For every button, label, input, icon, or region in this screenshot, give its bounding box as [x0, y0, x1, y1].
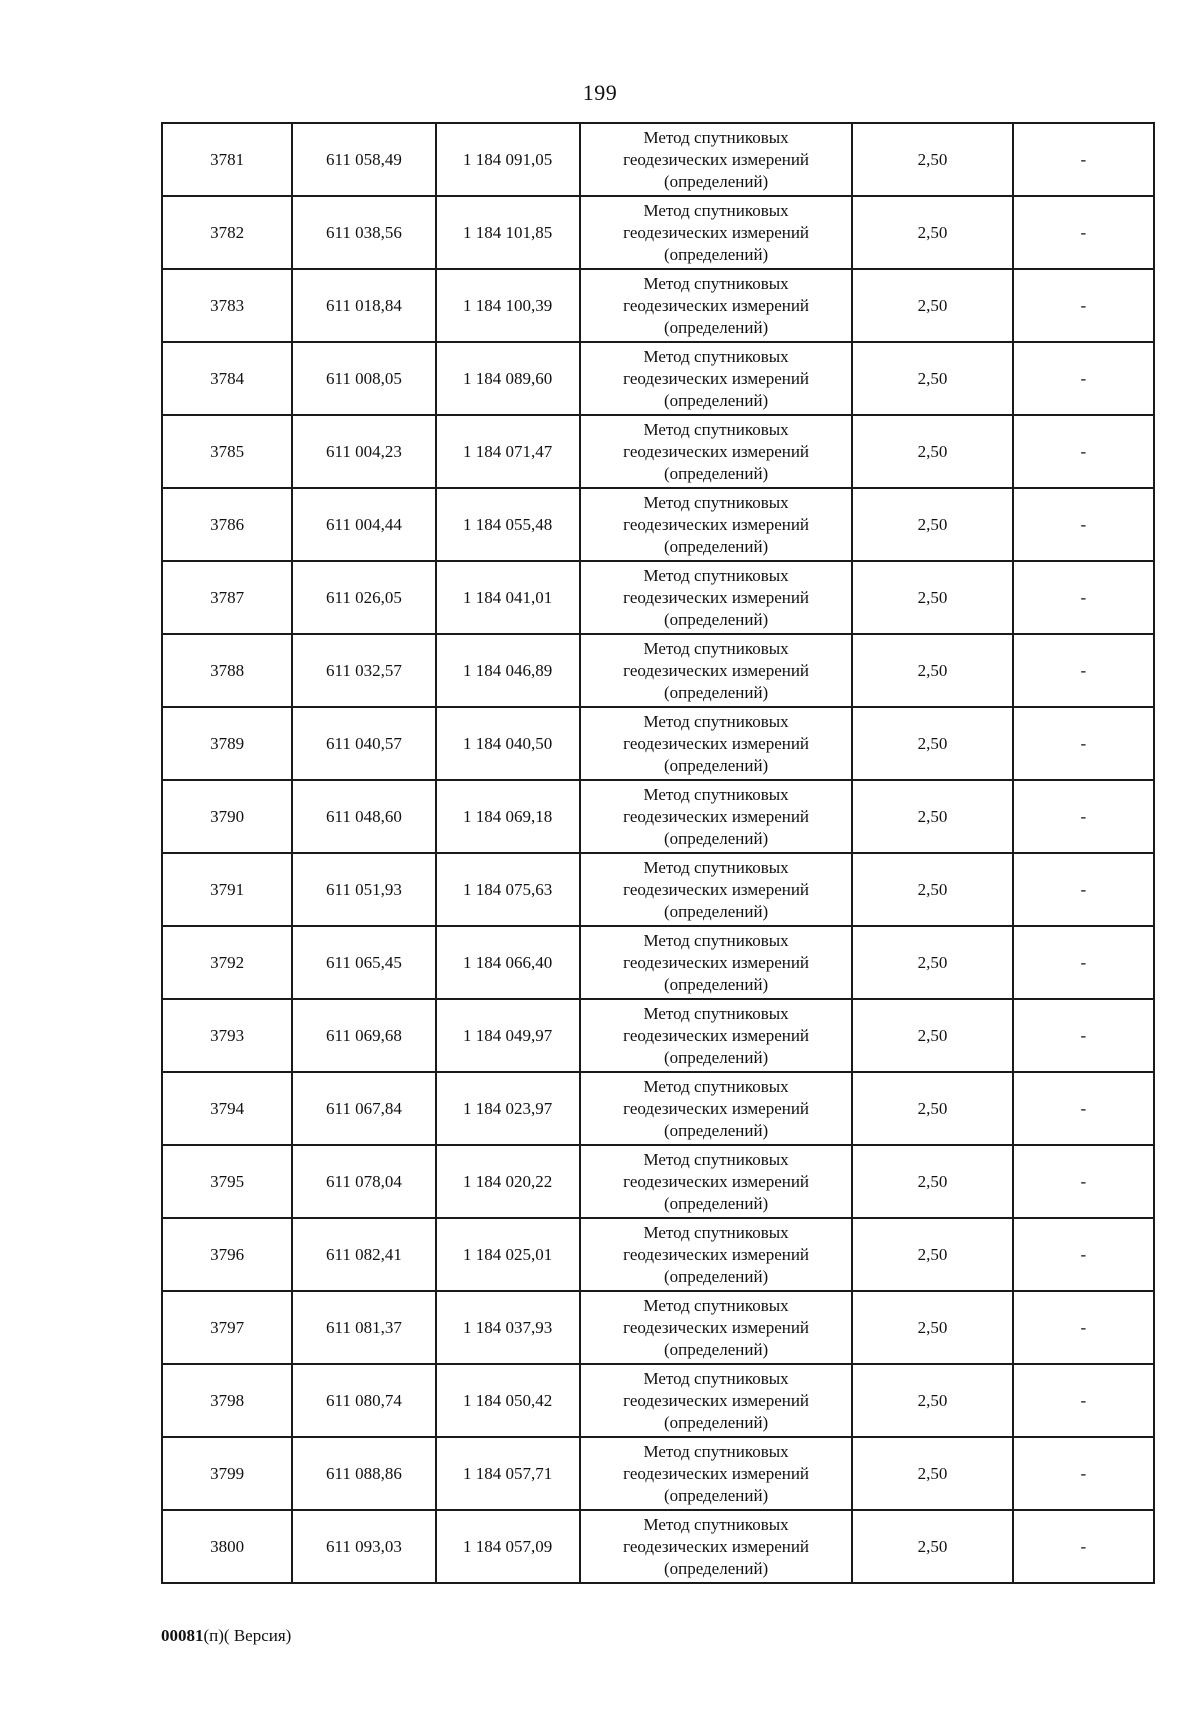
method-line: (определений): [663, 317, 769, 337]
method-line: (определений): [663, 1339, 769, 1359]
accuracy-cell: 2,50: [852, 1437, 1012, 1510]
y-coordinate-cell: 1 184 089,60: [436, 342, 580, 415]
note-cell: -: [1013, 1437, 1154, 1510]
x-coordinate-cell: 611 038,56: [292, 196, 435, 269]
x-coordinate-cell: 611 008,05: [292, 342, 435, 415]
note-cell: -: [1013, 780, 1154, 853]
document-footer: [161, 1626, 291, 1646]
method-line: (определений): [663, 1047, 769, 1067]
method-line: Метод спутниковых: [643, 1222, 789, 1242]
table-row: [162, 269, 1154, 342]
table-row: [162, 853, 1154, 926]
method-line: (определений): [663, 1266, 769, 1286]
accuracy-cell: 2,50: [852, 1072, 1012, 1145]
point-number-cell: 3796: [162, 1218, 292, 1291]
x-coordinate-cell: 611 081,37: [292, 1291, 435, 1364]
accuracy-cell: 2,50: [852, 780, 1012, 853]
x-coordinate-cell: 611 018,84: [292, 269, 435, 342]
table-row: [162, 780, 1154, 853]
note-cell: -: [1013, 853, 1154, 926]
note-cell: -: [1013, 634, 1154, 707]
accuracy-cell: 2,50: [852, 269, 1012, 342]
method-line: Метод спутниковых: [643, 1441, 789, 1461]
method-cell: [580, 634, 853, 707]
y-coordinate-cell: 1 184 055,48: [436, 488, 580, 561]
method-line: геодезических измерений: [623, 1317, 810, 1337]
y-coordinate-cell: 1 184 066,40: [436, 926, 580, 999]
x-coordinate-cell: 611 004,44: [292, 488, 435, 561]
point-number-cell: 3787: [162, 561, 292, 634]
method-cell: [580, 488, 853, 561]
coordinates-table-body: [162, 123, 1154, 1583]
point-number-cell: 3800: [162, 1510, 292, 1583]
accuracy-cell: 2,50: [852, 488, 1012, 561]
method-line: Метод спутниковых: [643, 273, 789, 293]
accuracy-cell: 2,50: [852, 1510, 1012, 1583]
method-line: (определений): [663, 390, 769, 410]
method-line: (определений): [663, 974, 769, 994]
point-number-cell: 3795: [162, 1145, 292, 1218]
y-coordinate-cell: 1 184 020,22: [436, 1145, 580, 1218]
method-line: геодезических измерений: [623, 1098, 810, 1118]
accuracy-cell: 2,50: [852, 1364, 1012, 1437]
table-row: [162, 123, 1154, 196]
note-cell: -: [1013, 196, 1154, 269]
point-number-cell: 3788: [162, 634, 292, 707]
accuracy-cell: 2,50: [852, 926, 1012, 999]
method-line: (определений): [663, 171, 769, 191]
y-coordinate-cell: 1 184 050,42: [436, 1364, 580, 1437]
method-cell: [580, 1364, 853, 1437]
y-coordinate-cell: 1 184 071,47: [436, 415, 580, 488]
point-number-cell: 3793: [162, 999, 292, 1072]
method-line: геодезических измерений: [623, 149, 810, 169]
method-line: (определений): [663, 1558, 769, 1578]
method-line: (определений): [663, 682, 769, 702]
method-line: Метод спутниковых: [643, 711, 789, 731]
y-coordinate-cell: 1 184 091,05: [436, 123, 580, 196]
method-line: Метод спутниковых: [643, 930, 789, 950]
x-coordinate-cell: 611 051,93: [292, 853, 435, 926]
method-line: (определений): [663, 609, 769, 629]
note-cell: -: [1013, 1145, 1154, 1218]
y-coordinate-cell: 1 184 023,97: [436, 1072, 580, 1145]
y-coordinate-cell: 1 184 100,39: [436, 269, 580, 342]
method-line: Метод спутниковых: [643, 1514, 789, 1534]
method-line: геодезических измерений: [623, 1244, 810, 1264]
method-cell: [580, 780, 853, 853]
accuracy-cell: 2,50: [852, 1218, 1012, 1291]
accuracy-cell: 2,50: [852, 853, 1012, 926]
point-number-cell: 3785: [162, 415, 292, 488]
accuracy-cell: 2,50: [852, 415, 1012, 488]
method-line: (определений): [663, 1412, 769, 1432]
page-number: 199: [582, 80, 618, 105]
table-row: [162, 1364, 1154, 1437]
method-line: геодезических измерений: [623, 1025, 810, 1045]
method-line: геодезических измерений: [623, 368, 810, 388]
method-line: (определений): [663, 901, 769, 921]
method-cell: [580, 196, 853, 269]
table-row: [162, 1145, 1154, 1218]
footer-version: (п)( Версия): [203, 1626, 292, 1645]
method-cell: [580, 342, 853, 415]
method-line: (определений): [663, 463, 769, 483]
x-coordinate-cell: 611 065,45: [292, 926, 435, 999]
accuracy-cell: 2,50: [852, 196, 1012, 269]
y-coordinate-cell: 1 184 040,50: [436, 707, 580, 780]
note-cell: -: [1013, 561, 1154, 634]
method-line: (определений): [663, 1193, 769, 1213]
x-coordinate-cell: 611 004,23: [292, 415, 435, 488]
note-cell: -: [1013, 342, 1154, 415]
method-line: Метод спутниковых: [643, 492, 789, 512]
table-row: [162, 1437, 1154, 1510]
accuracy-cell: 2,50: [852, 1291, 1012, 1364]
method-line: (определений): [663, 1485, 769, 1505]
y-coordinate-cell: 1 184 041,01: [436, 561, 580, 634]
note-cell: -: [1013, 415, 1154, 488]
method-cell: [580, 853, 853, 926]
point-number-cell: 3781: [162, 123, 292, 196]
method-cell: [580, 561, 853, 634]
method-line: Метод спутниковых: [643, 565, 789, 585]
note-cell: -: [1013, 123, 1154, 196]
method-line: геодезических измерений: [623, 441, 810, 461]
x-coordinate-cell: 611 058,49: [292, 123, 435, 196]
accuracy-cell: 2,50: [852, 1145, 1012, 1218]
method-line: (определений): [663, 1120, 769, 1140]
x-coordinate-cell: 611 078,04: [292, 1145, 435, 1218]
method-line: геодезических измерений: [623, 1463, 810, 1483]
x-coordinate-cell: 611 069,68: [292, 999, 435, 1072]
table-row: [162, 415, 1154, 488]
point-number-cell: 3786: [162, 488, 292, 561]
method-line: Метод спутниковых: [643, 638, 789, 658]
method-cell: [580, 1218, 853, 1291]
accuracy-cell: 2,50: [852, 123, 1012, 196]
x-coordinate-cell: 611 032,57: [292, 634, 435, 707]
method-line: геодезических измерений: [623, 879, 810, 899]
method-line: Метод спутниковых: [643, 1149, 789, 1169]
method-line: геодезических измерений: [623, 295, 810, 315]
note-cell: -: [1013, 1364, 1154, 1437]
method-line: (определений): [663, 828, 769, 848]
x-coordinate-cell: 611 048,60: [292, 780, 435, 853]
x-coordinate-cell: 611 040,57: [292, 707, 435, 780]
method-line: геодезических измерений: [623, 952, 810, 972]
method-line: геодезических измерений: [623, 660, 810, 680]
y-coordinate-cell: 1 184 025,01: [436, 1218, 580, 1291]
accuracy-cell: 2,50: [852, 561, 1012, 634]
table-row: [162, 634, 1154, 707]
method-cell: [580, 123, 853, 196]
x-coordinate-cell: 611 088,86: [292, 1437, 435, 1510]
note-cell: -: [1013, 1218, 1154, 1291]
note-cell: -: [1013, 707, 1154, 780]
point-number-cell: 3797: [162, 1291, 292, 1364]
note-cell: -: [1013, 999, 1154, 1072]
footer-code: 00081: [161, 1626, 204, 1645]
method-line: геодезических измерений: [623, 1171, 810, 1191]
x-coordinate-cell: 611 093,03: [292, 1510, 435, 1583]
accuracy-cell: 2,50: [852, 999, 1012, 1072]
method-line: Метод спутниковых: [643, 419, 789, 439]
method-line: Метод спутниковых: [643, 200, 789, 220]
accuracy-cell: 2,50: [852, 634, 1012, 707]
point-number-cell: 3784: [162, 342, 292, 415]
note-cell: -: [1013, 488, 1154, 561]
table-row: [162, 488, 1154, 561]
y-coordinate-cell: 1 184 057,71: [436, 1437, 580, 1510]
method-line: геодезических измерений: [623, 587, 810, 607]
x-coordinate-cell: 611 026,05: [292, 561, 435, 634]
method-cell: [580, 1437, 853, 1510]
note-cell: -: [1013, 1072, 1154, 1145]
x-coordinate-cell: 611 080,74: [292, 1364, 435, 1437]
note-cell: -: [1013, 926, 1154, 999]
note-cell: -: [1013, 1291, 1154, 1364]
table-row: [162, 1510, 1154, 1583]
accuracy-cell: 2,50: [852, 342, 1012, 415]
table-row: [162, 707, 1154, 780]
method-cell: [580, 415, 853, 488]
method-line: геодезических измерений: [623, 222, 810, 242]
method-line: Метод спутниковых: [643, 346, 789, 366]
method-line: Метод спутниковых: [643, 1368, 789, 1388]
y-coordinate-cell: 1 184 046,89: [436, 634, 580, 707]
table-row: [162, 1072, 1154, 1145]
method-line: (определений): [663, 536, 769, 556]
coordinates-table: [161, 122, 1155, 1584]
table-row: [162, 1218, 1154, 1291]
y-coordinate-cell: 1 184 101,85: [436, 196, 580, 269]
table-row: [162, 561, 1154, 634]
note-cell: -: [1013, 269, 1154, 342]
method-line: Метод спутниковых: [643, 1003, 789, 1023]
point-number-cell: 3789: [162, 707, 292, 780]
table-row: [162, 926, 1154, 999]
y-coordinate-cell: 1 184 069,18: [436, 780, 580, 853]
table-row: [162, 999, 1154, 1072]
point-number-cell: 3798: [162, 1364, 292, 1437]
method-line: геодезических измерений: [623, 806, 810, 826]
method-line: геодезических измерений: [623, 733, 810, 753]
point-number-cell: 3782: [162, 196, 292, 269]
point-number-cell: 3792: [162, 926, 292, 999]
method-line: Метод спутниковых: [643, 784, 789, 804]
point-number-cell: 3791: [162, 853, 292, 926]
table-row: [162, 342, 1154, 415]
method-cell: [580, 269, 853, 342]
method-line: Метод спутниковых: [643, 857, 789, 877]
method-line: Метод спутниковых: [643, 1076, 789, 1096]
method-line: Метод спутниковых: [643, 127, 789, 147]
y-coordinate-cell: 1 184 057,09: [436, 1510, 580, 1583]
method-cell: [580, 999, 853, 1072]
x-coordinate-cell: 611 082,41: [292, 1218, 435, 1291]
table-row: [162, 196, 1154, 269]
note-cell: -: [1013, 1510, 1154, 1583]
point-number-cell: 3794: [162, 1072, 292, 1145]
method-cell: [580, 1145, 853, 1218]
point-number-cell: 3799: [162, 1437, 292, 1510]
method-line: Метод спутниковых: [643, 1295, 789, 1315]
method-line: геодезических измерений: [623, 514, 810, 534]
method-cell: [580, 1072, 853, 1145]
method-line: геодезических измерений: [623, 1390, 810, 1410]
point-number-cell: 3790: [162, 780, 292, 853]
method-line: (определений): [663, 755, 769, 775]
method-line: (определений): [663, 244, 769, 264]
y-coordinate-cell: 1 184 075,63: [436, 853, 580, 926]
point-number-cell: 3783: [162, 269, 292, 342]
method-cell: [580, 707, 853, 780]
table-row: [162, 1291, 1154, 1364]
method-cell: [580, 926, 853, 999]
accuracy-cell: 2,50: [852, 707, 1012, 780]
method-cell: [580, 1291, 853, 1364]
x-coordinate-cell: 611 067,84: [292, 1072, 435, 1145]
y-coordinate-cell: 1 184 037,93: [436, 1291, 580, 1364]
method-line: геодезических измерений: [623, 1536, 810, 1556]
method-cell: [580, 1510, 853, 1583]
y-coordinate-cell: 1 184 049,97: [436, 999, 580, 1072]
